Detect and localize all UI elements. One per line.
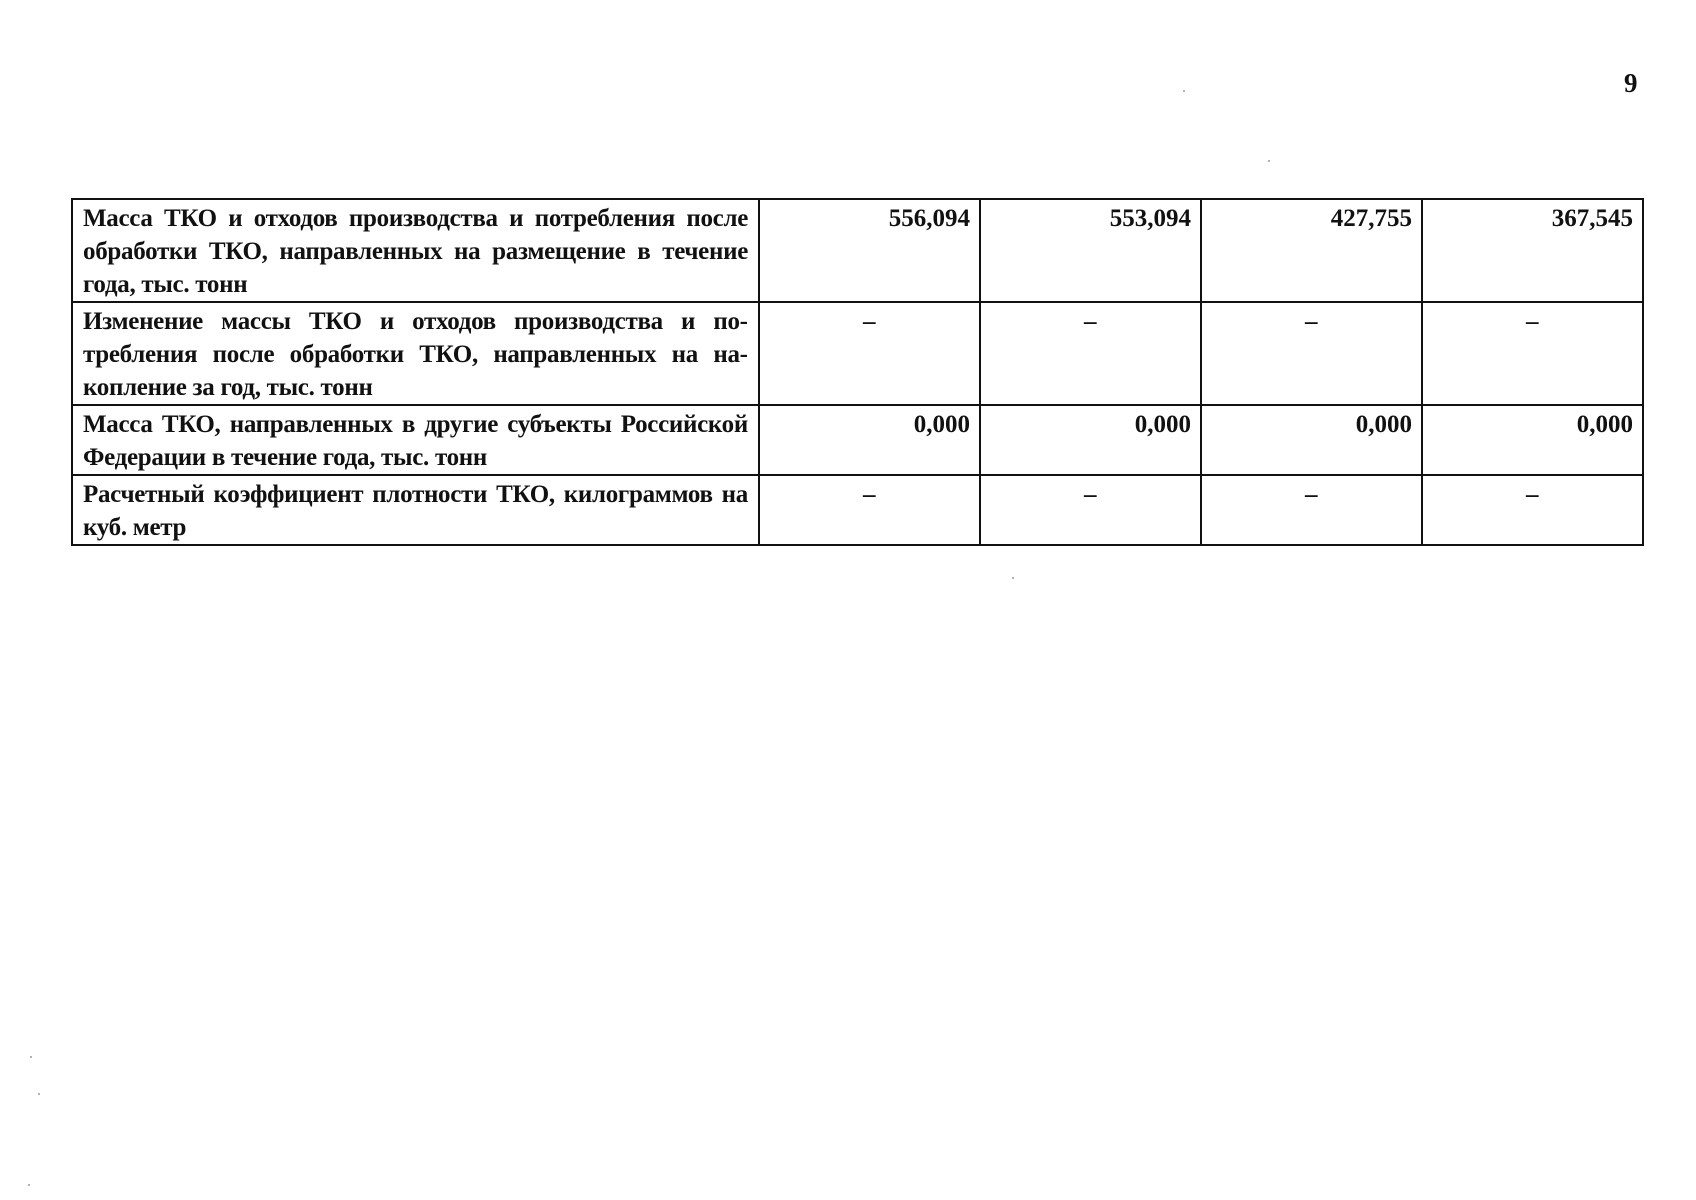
- table-cell: 427,755: [1201, 199, 1422, 302]
- table-cell: –: [1422, 302, 1643, 405]
- page-number: 9: [1624, 68, 1638, 98]
- table-row: [72, 475, 1643, 545]
- table-cell: –: [759, 475, 980, 545]
- table-cell: 0,000: [1201, 405, 1422, 475]
- data-table-container: [71, 198, 1642, 546]
- table-cell: –: [1201, 302, 1422, 405]
- scan-speck: [38, 1093, 40, 1095]
- row-label: Расчетный коэффициент плотности ТКО, килограммов на куб. метр: [72, 475, 759, 545]
- scan-speck: [30, 1056, 32, 1058]
- table-row: [72, 405, 1643, 475]
- row-label: Масса ТКО, направленных в другие субъекты Российской Федерации в течение года, тыс. тонн: [72, 405, 759, 475]
- row-label: Масса ТКО и отходов производства и потребления после обработки ТКО, направленных на размещение в течение года, тыс. тонн: [72, 199, 759, 302]
- table-cell: 0,000: [980, 405, 1201, 475]
- row-label: Изменение массы ТКО и отходов производства и потребления после обработки ТКО, направленных на накопление за год, тыс. тонн: [72, 302, 759, 405]
- scan-speck: [1268, 160, 1270, 162]
- scan-speck: [1183, 90, 1185, 92]
- scan-speck: [28, 1184, 30, 1186]
- table-cell: –: [1201, 475, 1422, 545]
- table-cell: 0,000: [759, 405, 980, 475]
- data-table: [71, 198, 1644, 546]
- table-cell: 553,094: [980, 199, 1201, 302]
- table-cell: –: [759, 302, 980, 405]
- table-cell: 0,000: [1422, 405, 1643, 475]
- table-cell: 367,545: [1422, 199, 1643, 302]
- table-cell: 556,094: [759, 199, 980, 302]
- scan-speck: [1012, 577, 1014, 579]
- table-row: [72, 302, 1643, 405]
- table-cell: –: [980, 302, 1201, 405]
- table-cell: –: [1422, 475, 1643, 545]
- table-row: [72, 199, 1643, 302]
- table-cell: –: [980, 475, 1201, 545]
